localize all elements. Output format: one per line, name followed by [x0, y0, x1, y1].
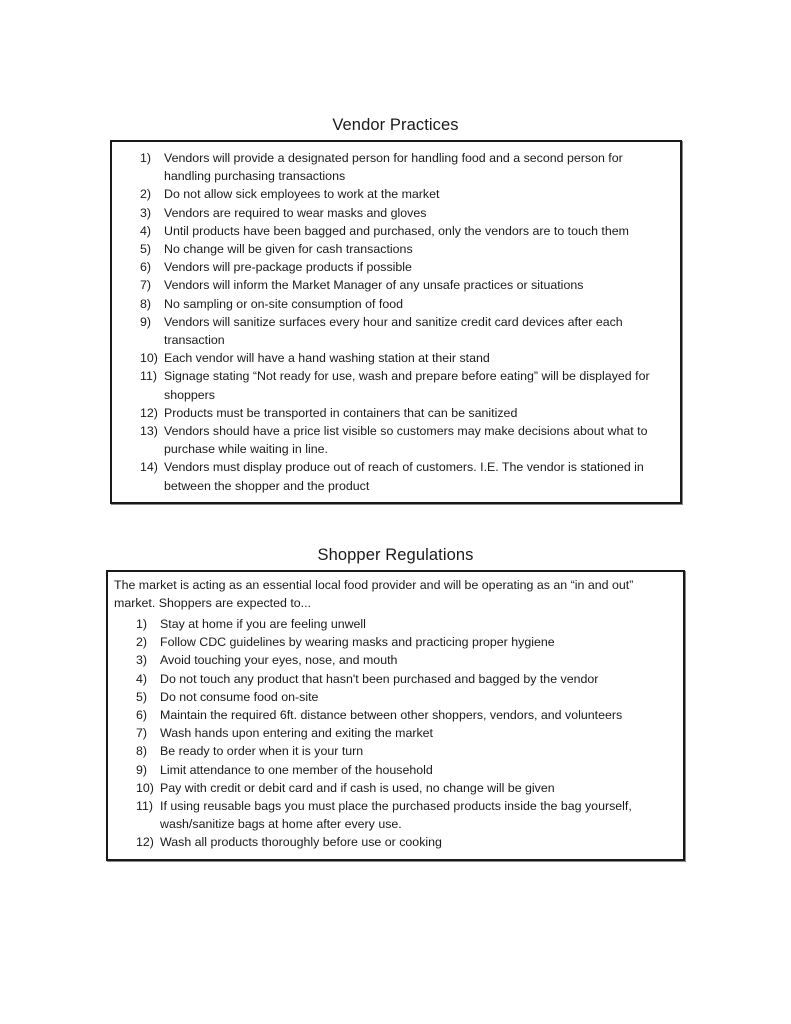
list-item-text: Be ready to order when it is your turn: [160, 744, 364, 759]
list-item-number: 3): [136, 653, 148, 668]
list-item-number: 7): [136, 726, 148, 741]
list-item-number: 13): [140, 424, 158, 438]
list-item-text: Vendors will sanitize surfaces every hour and sanitize credit card devices after each: [164, 314, 623, 329]
shopper-regulations-title: Shopper Regulations: [317, 546, 474, 564]
list-item-text: No change will be given for cash transactions: [164, 242, 413, 256]
list-item-number: 12): [140, 405, 158, 420]
intro-text: The market is acting as an essential local food provider and will be operating as an “in and out”: [114, 578, 634, 592]
list-item-number: 2): [140, 187, 152, 202]
list-item-number: 11): [136, 799, 153, 813]
list-item-number: 7): [140, 278, 152, 293]
list-item-text: Do not allow sick employees to work at the market: [164, 187, 440, 202]
list-item-number: 4): [140, 223, 152, 238]
vendor-practices-title: Vendor Practices: [332, 116, 459, 134]
list-item-number: 6): [136, 708, 148, 722]
list-item-text: transaction: [164, 333, 225, 347]
list-item-number: 14): [140, 460, 158, 475]
list-item-number: 3): [140, 205, 152, 220]
list-item-number: 6): [140, 260, 152, 275]
list-item-number: 8): [136, 744, 148, 759]
list-item-text: Pay with credit or debit card and if cash is used, no change will be given: [160, 780, 555, 795]
list-item-number: 10): [136, 780, 154, 795]
list-item-number: 9): [136, 762, 148, 777]
list-item-text: Follow CDC guidelines by wearing masks and practicing proper hygiene: [160, 635, 555, 650]
list-item-number: 10): [140, 351, 158, 366]
list-item-number: 11): [140, 369, 157, 384]
list-item-number: 2): [136, 635, 148, 650]
list-item-text: Do not touch any product that hasn't been purchased and bagged by the vendor: [160, 671, 599, 686]
list-item-number: 5): [136, 689, 148, 704]
list-item-text: Vendors must display produce out of reach of customers. I.E. The vendor is stationed in: [164, 460, 644, 475]
list-item-text: If using reusable bags you must place the purchased products inside the bag yourself,: [160, 799, 632, 813]
list-item-text: Maintain the required 6ft. distance between other shoppers, vendors, and volunteers: [160, 708, 623, 722]
list-item-text: between the shopper and the product: [164, 478, 370, 493]
list-item-text: Vendors will provide a designated person for handling food and a second person for: [164, 151, 623, 165]
intro-text: market. Shoppers are expected to...: [114, 596, 311, 611]
list-item-text: Vendors will pre-package products if possible: [164, 260, 412, 275]
list-item-text: Products must be transported in containers that can be sanitized: [164, 405, 518, 420]
list-item-text: Signage stating “Not ready for use, wash and prepare before eating” will be displayed for: [164, 369, 650, 384]
list-item-text: Vendors should have a price list visible so customers may make decisions about what to: [164, 424, 648, 438]
list-item-text: wash/sanitize bags at home after every use.: [160, 817, 402, 832]
list-item-text: No sampling or on-site consumption of food: [164, 296, 403, 311]
list-item-text: Vendors will inform the Market Manager of any unsafe practices or situations: [164, 278, 584, 293]
list-item-text: Each vendor will have a hand washing station at their stand: [164, 351, 490, 366]
list-item-text: Until products have been bagged and purchased, only the vendors are to touch them: [164, 223, 629, 238]
list-item-text: Stay at home if you are feeling unwell: [160, 617, 366, 631]
list-item-text: Do not consume food on-site: [160, 689, 319, 704]
list-item-number: 1): [140, 151, 152, 165]
list-item-number: 8): [140, 296, 152, 311]
list-item-number: 1): [136, 617, 148, 631]
list-item-number: 4): [136, 671, 148, 686]
list-item-text: shoppers: [164, 387, 215, 402]
list-item-text: Vendors are required to wear masks and gloves: [164, 205, 427, 220]
list-item-text: Avoid touching your eyes, nose, and mouth: [160, 653, 398, 668]
list-item-number: 9): [140, 314, 152, 329]
list-item-number: 12): [136, 835, 154, 850]
list-item-number: 5): [140, 242, 152, 256]
list-item-text: purchase while waiting in line.: [164, 442, 328, 457]
list-item-text: Wash all products thoroughly before use or cooking: [160, 835, 442, 850]
list-item-text: Limit attendance to one member of the household: [160, 762, 433, 777]
list-item-text: Wash hands upon entering and exiting the market: [160, 726, 433, 741]
list-item-text: handling purchasing transactions: [164, 169, 346, 184]
